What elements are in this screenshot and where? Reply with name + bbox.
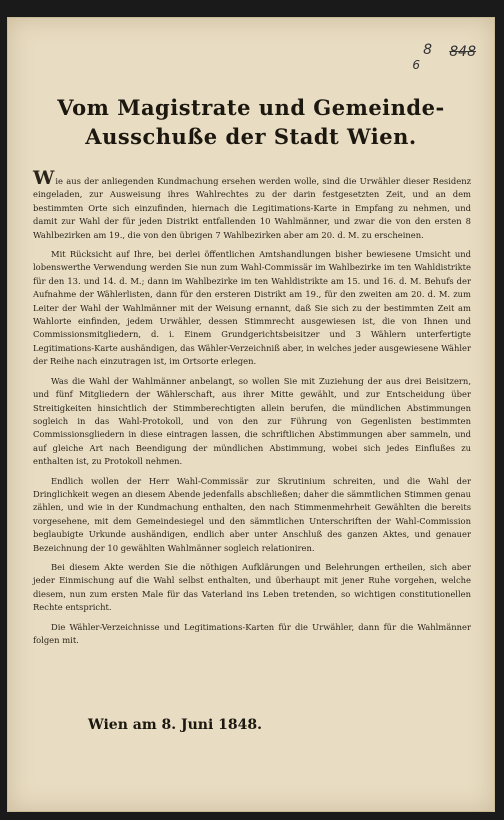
paragraph	[33, 167, 471, 242]
paragraph: Endlich wollen der Herr Wahl-Commissär zur Skrutinium schreiten, und die Wahl der Dringlichkeit wegen an diesem Abende jedenfalls abschließen; daher die sämmtlichen Stimmen genau zählen, und wie in der Kundmachung enthalten, den nach Stimmenmehrheit Gewählten die bereits vorgesehene, mit dem Gemeindesiegel und den sämmtlichen Unterschriften der Wahl-Commission beglaubigte Urkunde aushändigen, endlich aber unter Anschluß des ganzen Aktes, und genauer Bezeichnung der 10 gewählten Wahlmänner sogleich relationiren.	[33, 475, 471, 553]
annotation-number-struck: 848	[449, 44, 476, 60]
paragraph-text: ie aus der anliegenden Kundmachung ersehen werden wolle, sind die Urwähler dieser Residenz eingeladen, zur Ausweisung ihres Wahlrechtes zu der darin festgesetzten Zeit, und an dem bestimmten Orte sich einzufinden, hiernach die Legitimations-Karte in Empfang zu nehmen, und damit zur Wahl der für jeden Distrikt entfallenden 10 Wahlmänner, und zwar die von den ersten 8 Wahlbezirken am 19., die von den übrigen 7 Wahlbezirken aber am 20. d. M. zu erscheinen.	[33, 176, 471, 240]
title-line-1: Vom Magistrate und Gemeinde-	[57, 95, 445, 120]
paragraph: Mit Rücksicht auf Ihre, bei derlei öffentlichen Amtshandlungen bisher bewiesene Umsicht und lobenswerthe Verwendung werden Sie nun zum Wahl-Commissär im Wahlbezirke im ten Wahldistrikte für den 13. und 14. d. M.; dann im Wahlbezirke im ten Wahldistrikte am 15. und 16. d. M. Behufs der Aufnahme der Wählerlisten, dann für den ersteren Distrikt am 19., für den zweiten am 20. d. M. zum Leiter der Wahl der Wahlmänner mit der Weisung ernannt, daß Sie sich zu der bestimmten Zeit am Wahlorte einfinden, jedem Urwähler, dessen Stimmrecht ausgewiesen ist, die von Ihnen und Commissionsmitgliedern, d. i. Einem Grundgerichtsbeisitzer und 3 Wählern unterfertigte Legitimations-Karte aushändigen, das Wähler-Verzeichniß aber, in welches jeder ausgewiesene Wähler der Reihe nach einzutragen ist, im Ortsorte erlegen.	[33, 249, 471, 367]
paragraph: Bei diesem Akte werden Sie die nöthigen Aufklärungen und Belehrungen ertheilen, sich aber jeder Einmischung auf die Wahl selbst enthalten, und überhaupt mit jener Ruhe vorgehen, welche diesem, nun zum ersten Male für das Vaterland ins Leben tretenden, so wichtigen constitutionellen Rechte entspricht.	[33, 561, 471, 613]
document-sheet	[7, 17, 495, 812]
annotation-number-small: 6	[412, 58, 420, 72]
drop-cap: W	[33, 167, 55, 189]
annotation-number: 8	[423, 42, 432, 58]
paragraph: Die Wähler-Verzeichnisse und Legitimations-Karten für die Urwähler, dann für die Wahlmänner folgen mit.	[33, 621, 471, 645]
document-body	[33, 167, 471, 653]
paragraph: Was die Wahl der Wahlmänner anbelangt, so wollen Sie mit Zuziehung der aus drei Beisitzern, und fünf Mitgliedern der Wählerschaft, aus ihrer Mitte gewählt, und zur Entscheidung über Streitigkeiten hinsichtlich der Stimmberechtigten allein berufen, die mündlichen Abstimmungen sogleich in das Wahl-Protokoll, und von den zur Führung von Gegenlisten bestimmten Commissionsgliedern in diese eintragen lassen, die schriftlichen Abstimmungen aber sammeln, und auf gleiche Art nach Beendigung der mündlichen Abstimmung, wobei sich jedes Einflußes zu enthalten ist, zu Protokoll nehmen.	[33, 375, 471, 467]
document-title	[8, 93, 494, 151]
document-date: Wien am 8. Juni 1848.	[88, 717, 263, 733]
title-line-2: Ausschuße der Stadt Wien.	[85, 124, 417, 149]
